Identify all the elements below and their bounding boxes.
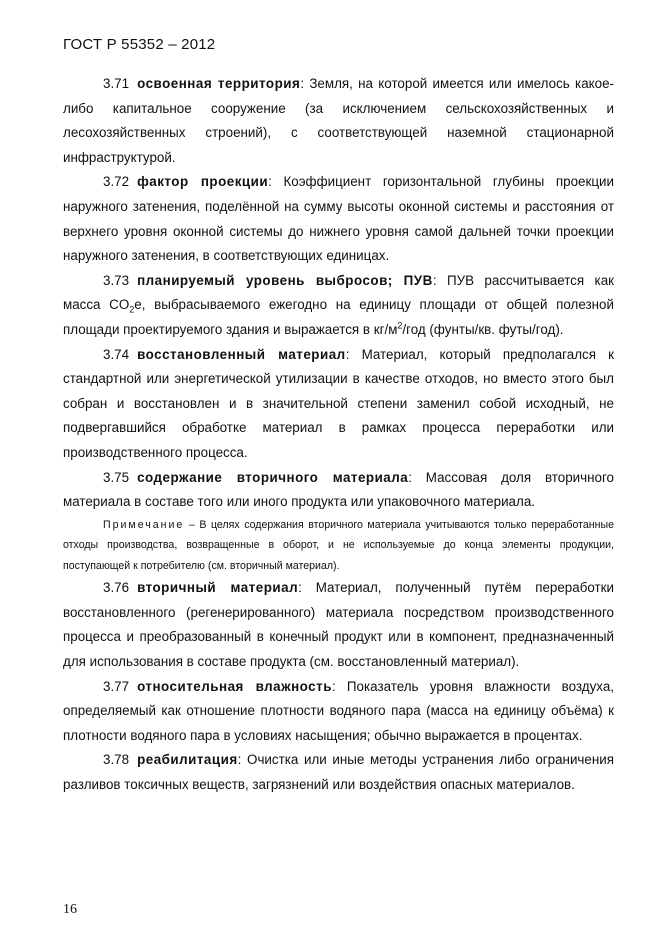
definition-text-cont: e, выбрасываемого ежегодно на единицу площади от общей полезной площади проектируемого здания и выражается в кг/м xyxy=(63,297,614,337)
document-header: ГОСТ Р 55352 – 2012 xyxy=(63,36,216,53)
term: восстановленный материал xyxy=(137,346,346,362)
term: относительная влажность xyxy=(137,678,332,694)
definition-3-77 xyxy=(63,675,614,749)
clause-number: 3.78 xyxy=(103,752,130,768)
term: вторичный материал xyxy=(137,580,299,596)
definition-3-76 xyxy=(63,576,614,674)
definition-text: : Показатель уровня влажности воздуха, определяемый как отношение плотности водяного пара (масса на единицу объёма) к плотности водяного пара в условиях насыщения; обычно выражается в процентах. xyxy=(63,678,615,743)
definition-3-78 xyxy=(63,748,614,797)
note-lead: Примечание xyxy=(103,518,185,531)
definition-text-end: /год (фунты/кв. футы/год). xyxy=(402,321,564,337)
superscript: 2 xyxy=(397,320,403,331)
clause-number: 3.74 xyxy=(103,346,130,362)
term: планируемый уровень выбросов; ПУВ xyxy=(137,272,433,288)
definition-text: : ПУВ рассчитывается как масса CO xyxy=(63,272,614,313)
definition-text: : Материал, полученный путём переработки восстановленного (регенерированного) материала посредством производственного процесса и преобразованный в конечный продукт или в компонент, предназначенный для использования в составе продукта (см. восстановленный материал). xyxy=(63,580,614,669)
clause-number: 3.77 xyxy=(103,678,130,694)
definition-3-72 xyxy=(63,170,614,268)
subscript: 2 xyxy=(129,305,135,316)
definition-text: : Очистка или иные методы устранения либо ограничения разливов токсичных веществ, загрязнений или воздействия опасных материалов. xyxy=(63,752,614,792)
term: освоенная территория xyxy=(137,76,301,91)
definition-3-73 xyxy=(63,269,614,343)
clause-number: 3.75 xyxy=(103,469,130,485)
note xyxy=(63,515,614,577)
document-body xyxy=(63,72,614,798)
term: фактор проекции xyxy=(137,174,269,190)
clause-number: 3.76 xyxy=(103,580,130,596)
term: содержание вторичного материала xyxy=(137,469,409,485)
note-text: – В целях содержания вторичного материала учитываются только переработанные отходы производства, возвращенные в оборот, и не используемые до конца элементы продукции, поступающей к потребителю (см. вторичный материал). xyxy=(63,518,614,572)
definition-text: : Массовая доля вторичного материала в составе того или иного продукта или упаковочного материала. xyxy=(63,469,614,510)
definition-text: : Коэффициент горизонтальной глубины проекции наружного затенения, поделённой на сумму высоты оконной системы и расстояния от верхнего уровня оконной системы до нижнего уровня самой дальней точки проекции наружного затенения, в соответствующих единицах. xyxy=(63,174,614,264)
definition-3-75 xyxy=(63,466,614,515)
term: реабилитация xyxy=(137,752,238,768)
clause-number: 3.71 xyxy=(103,76,130,91)
page-number: 16 xyxy=(63,902,77,917)
definition-3-74 xyxy=(63,343,614,466)
clause-number: 3.73 xyxy=(103,272,130,288)
definition-text: : Материал, который предполагался к стандартной или энергетической утилизации в качестве отходов, но вместо этого был собран и восстановлен и в значительной степени заменил собой исходный, не подвергавшийся обработке материал в рамках процесса переработки или производственного процесса. xyxy=(63,346,614,460)
clause-number: 3.72 xyxy=(103,174,130,190)
definition-text: : Земля, на которой имеется или имелось какое-либо капитальное сооружение (за исключением сельскохозяйственных и лесохозяйственных строений), с соответствующей наземной стационарной инфраструктурой. xyxy=(63,76,615,165)
definition-3-71 xyxy=(63,72,614,170)
